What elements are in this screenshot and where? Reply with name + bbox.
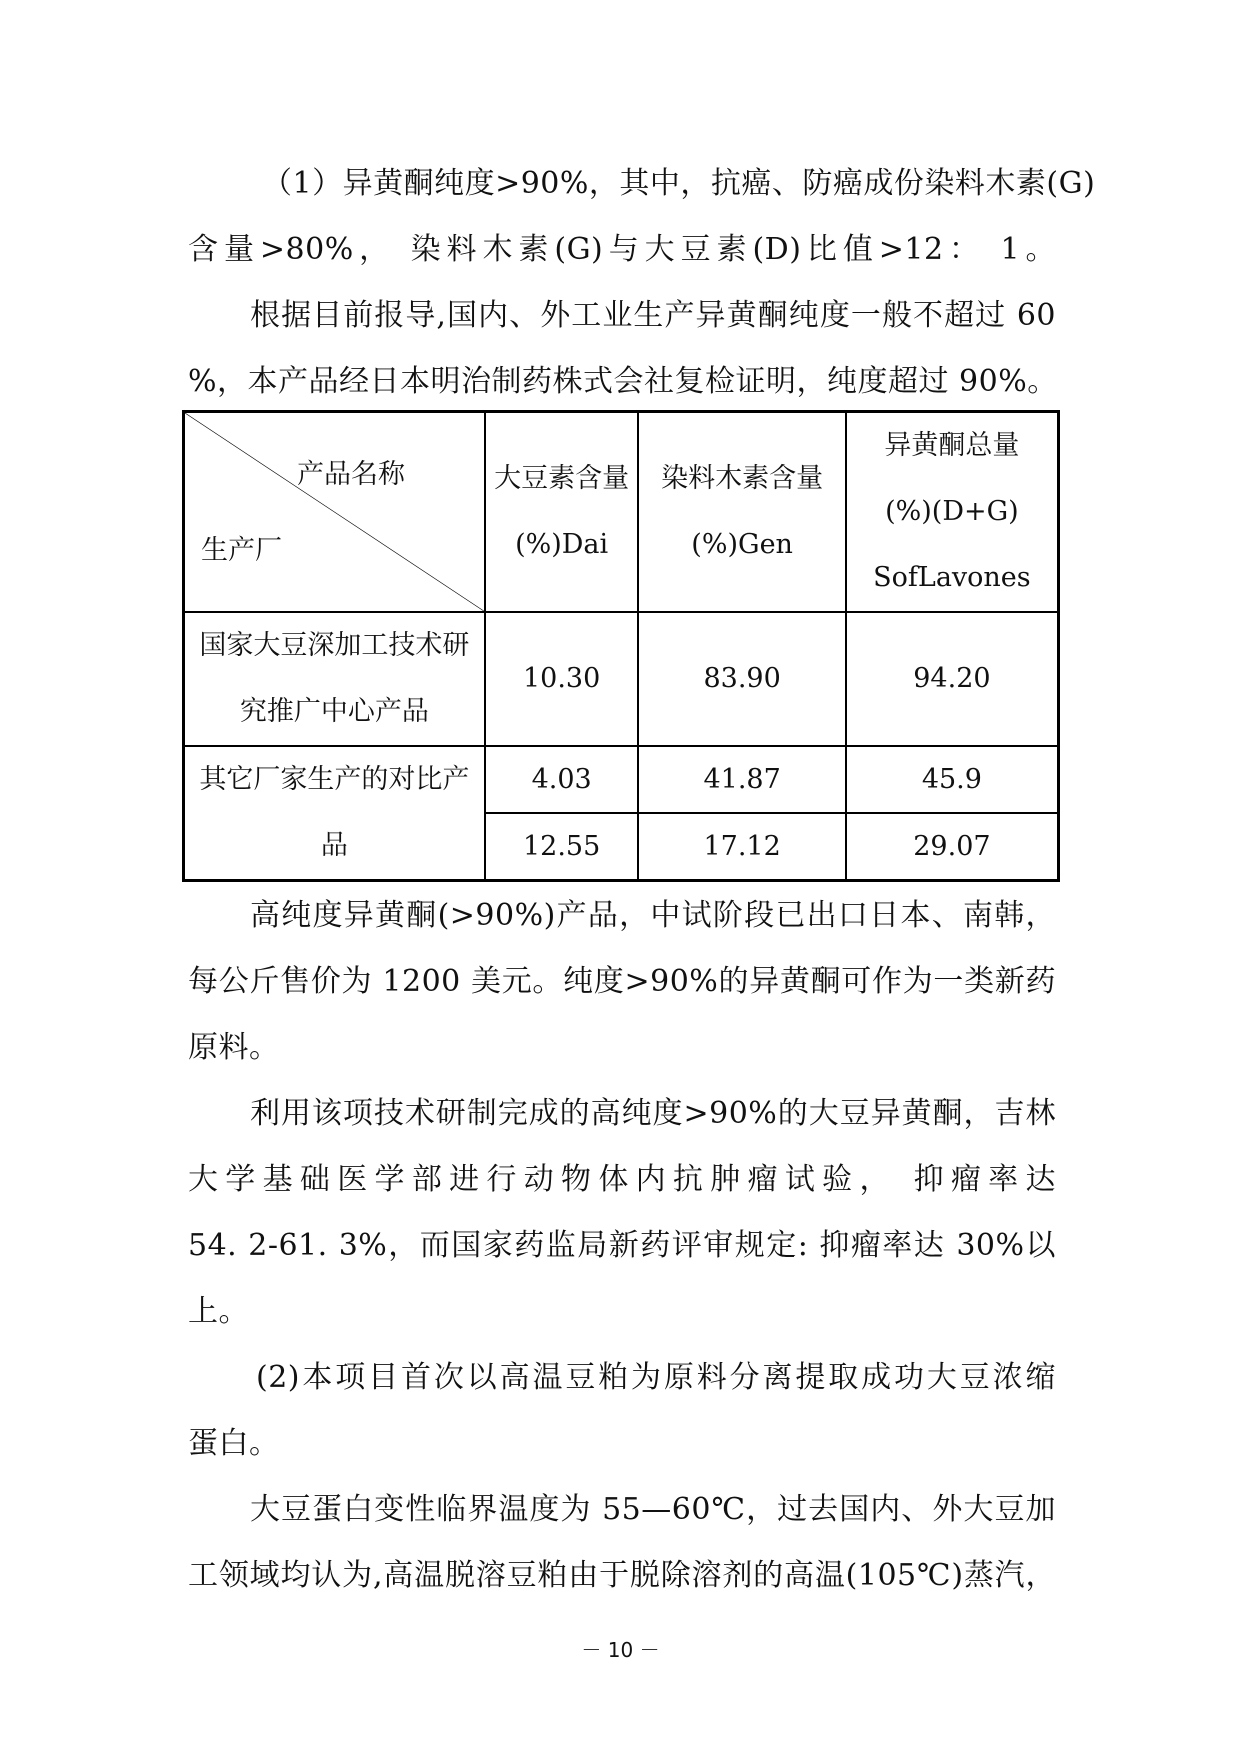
header-gen — [638, 412, 845, 613]
row2a-total: 45.9 — [846, 746, 1059, 813]
header-total-line1: 异黄酮总量 — [884, 430, 1020, 461]
header-total-line3: SofLavones — [873, 562, 1031, 593]
row1-name-line2: 究推广中心产品 — [239, 696, 429, 727]
row1-dai: 10.30 — [485, 612, 639, 746]
diagonal-header-cell — [184, 412, 485, 613]
para4-line3: 54. 2-61. 3%，而国家药监局新药评审规定: 抑瘤率达 30%以 — [188, 1228, 1056, 1263]
para5-line1: (2)本项目首次以高温豆粕为原料分离提取成功大豆浓缩 — [256, 1360, 1056, 1395]
header-manufacturer: 生产厂 — [201, 535, 282, 566]
table-header-row — [184, 412, 1059, 613]
para3-line3: 原料。 — [188, 1030, 280, 1065]
para3-line1: 高纯度异黄酮(>90%)产品，中试阶段已出口日本、南韩， — [250, 898, 1056, 933]
page-number: － 10 － — [581, 1638, 660, 1662]
diagonal-line — [185, 413, 484, 611]
table-row — [184, 746, 1059, 813]
header-total — [846, 412, 1059, 613]
isoflavone-table — [182, 410, 1060, 882]
para5-line2: 蛋白。 — [188, 1426, 280, 1461]
row2b-dai: 12.55 — [485, 813, 639, 880]
para6-line2: 工领域均认为,高温脱溶豆粕由于脱除溶剂的高温(105℃)蒸汽， — [188, 1558, 1056, 1593]
header-gen-line2: (%)Gen — [691, 529, 793, 560]
row2a-gen: 41.87 — [638, 746, 845, 813]
row2-name-line1: 其它厂家生产的对比产 — [199, 764, 470, 795]
para3-line2: 每公斤售价为 1200 美元。纯度>90%的异黄酮可作为一类新药 — [188, 964, 1056, 999]
row2a-dai: 4.03 — [485, 746, 639, 813]
para1-line2: 含量>80%， 染料木素(G)与大豆素(D)比值>12： 1。 — [188, 232, 1056, 267]
para4-line1: 利用该项技术研制完成的高纯度>90%的大豆异黄酮，吉林 — [250, 1096, 1056, 1131]
para4-line2: 大学基础医学部进行动物体内抗肿瘤试验， 抑瘤率达 — [188, 1162, 1056, 1197]
para2-line1: 根据目前报导,国内、外工业生产异黄酮纯度一般不超过 60 — [250, 298, 1056, 333]
para4-line4: 上。 — [188, 1294, 249, 1329]
row2b-gen: 17.12 — [638, 813, 845, 880]
para1-line1: （1）异黄酮纯度>90%，其中，抗癌、防癌成份染料木素(G) — [262, 166, 1096, 201]
header-gen-line1: 染料木素含量 — [661, 463, 824, 494]
row1-gen: 83.90 — [638, 612, 845, 746]
para6-line1: 大豆蛋白变性临界温度为 55—60℃，过去国内、外大豆加 — [250, 1492, 1056, 1527]
header-total-line2: (%)(D+G) — [885, 496, 1019, 527]
table-row — [184, 612, 1059, 746]
header-dai-line2: (%)Dai — [515, 529, 609, 560]
row1-name-line1: 国家大豆深加工技术研 — [199, 630, 470, 661]
header-product-name: 产品名称 — [297, 459, 405, 490]
row2b-total: 29.07 — [846, 813, 1059, 880]
row1-total: 94.20 — [846, 612, 1059, 746]
row2-product-name — [184, 746, 485, 881]
header-dai-line1: 大豆素含量 — [494, 463, 630, 494]
header-dai — [485, 412, 639, 613]
row1-product-name — [184, 612, 485, 746]
para2-line2: %，本产品经日本明治制药株式会社复检证明，纯度超过 90%。 — [188, 364, 1058, 399]
row2-name-line2: 品 — [320, 830, 348, 861]
